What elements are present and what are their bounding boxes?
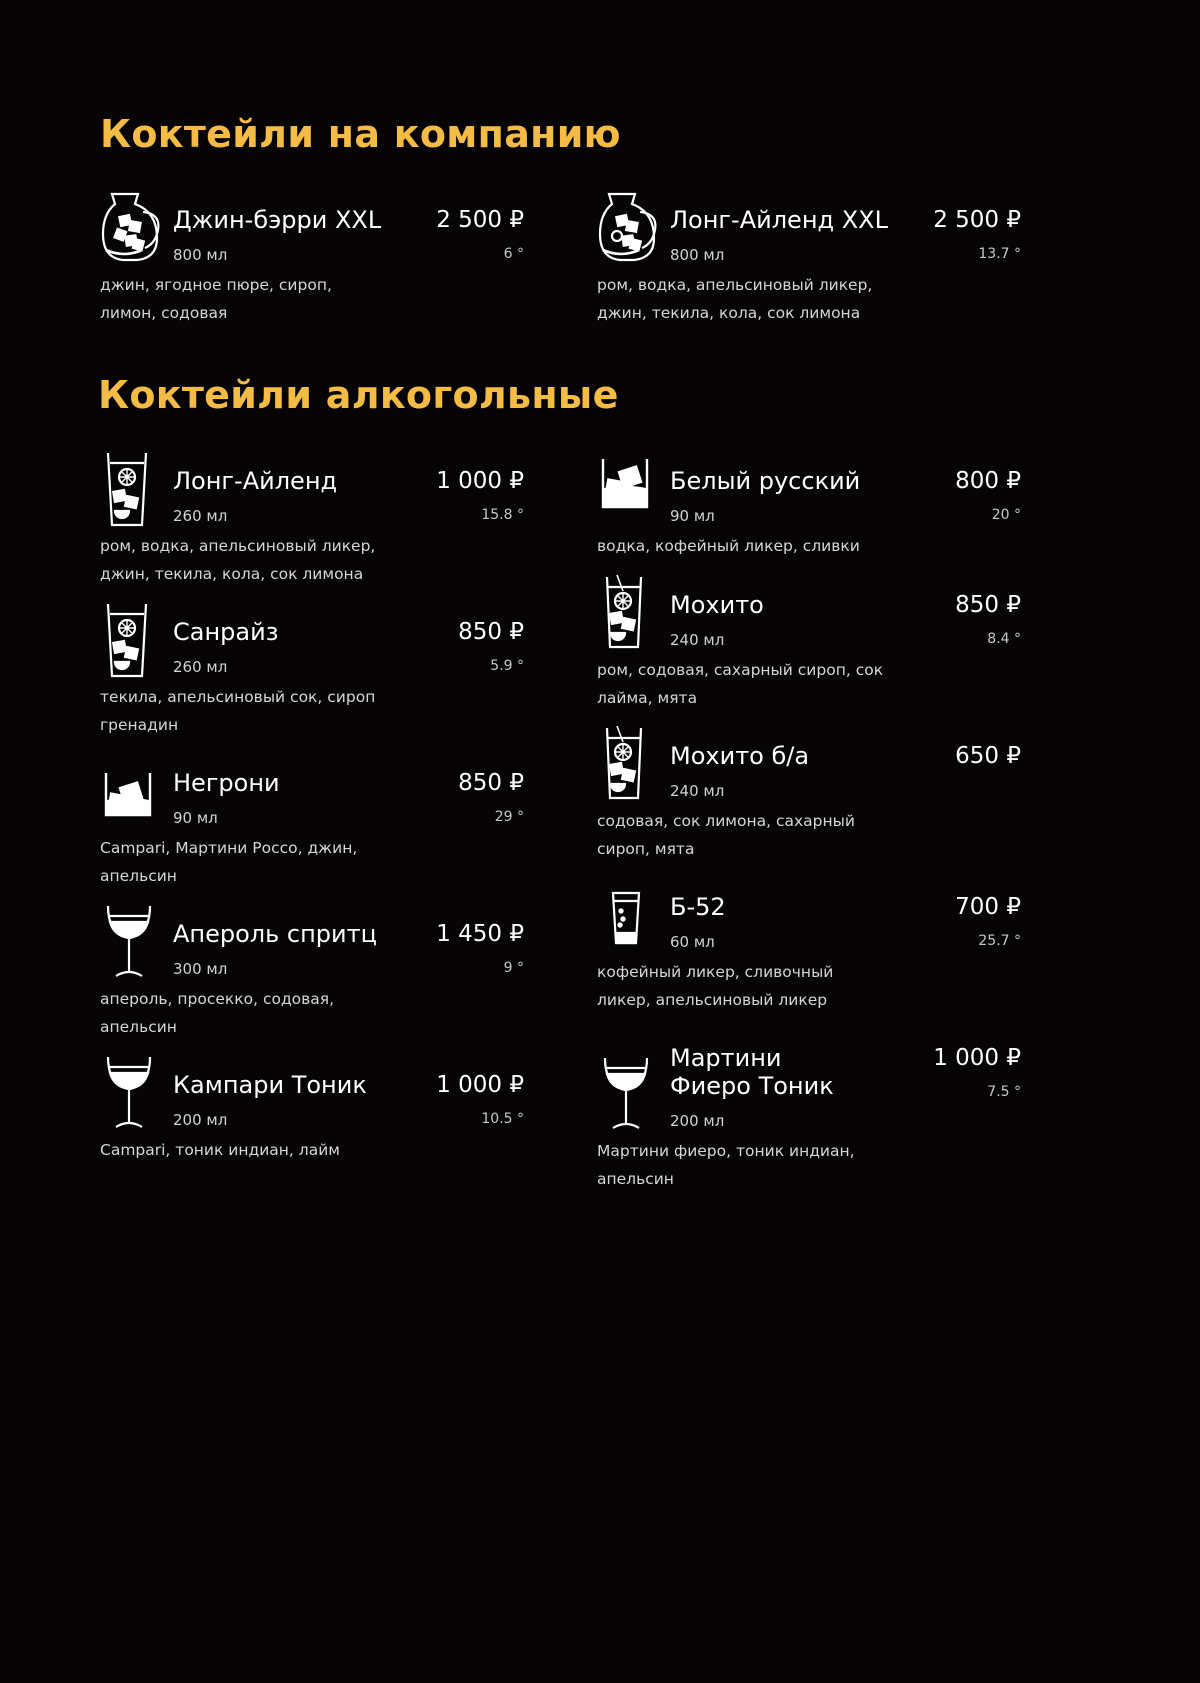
menu-item-martini-fiero-tonic (597, 1028, 1021, 1188)
item-abv: 5.9 ° (490, 658, 524, 674)
menu-item-white-russian (597, 451, 1021, 591)
item-abv: 8.4 ° (987, 631, 1021, 647)
section-title-group: Коктейли на компанию (100, 112, 621, 156)
item-name: Лонг-Айленд XXL (670, 206, 888, 234)
item-abv: 15.8 ° (481, 507, 524, 523)
item-volume: 90 мл (670, 507, 715, 525)
section-title-alcoholic: Коктейли алкогольные (98, 373, 619, 417)
item-name: Кампари Тоник (173, 1071, 367, 1099)
menu-item-gin-berry-xxl (100, 190, 524, 330)
item-description: Campari, Мартини Россо, джин, апельсин (100, 839, 358, 885)
menu-item-long-island-xxl (597, 190, 1021, 330)
item-price: 1 000 ₽ (436, 1072, 524, 1098)
item-volume: 240 мл (670, 782, 725, 800)
pitcher-icon (100, 190, 168, 266)
item-description: ром, водка, апельсиновый ликер, джин, текила, кола, сок лимона (597, 276, 873, 322)
item-price: 850 ₽ (458, 770, 524, 796)
item-abv: 20 ° (991, 507, 1021, 523)
item-price: 800 ₽ (955, 468, 1021, 494)
item-price: 850 ₽ (458, 619, 524, 645)
item-description: Мартини фиеро, тоник индиан, апельсин (597, 1142, 855, 1188)
item-name: Негрони (173, 769, 280, 797)
item-price: 850 ₽ (955, 592, 1021, 618)
coupe-glass-icon (100, 1055, 168, 1131)
item-volume: 90 мл (173, 809, 218, 827)
item-description: текила, апельсиновый сок, сироп гренадин (100, 688, 376, 734)
item-abv: 9 ° (503, 960, 524, 976)
item-abv: 6 ° (503, 246, 524, 262)
item-price: 1 000 ₽ (436, 468, 524, 494)
item-description: содовая, сок лимона, сахарный сироп, мята (597, 812, 855, 858)
item-volume: 200 мл (173, 1111, 228, 1129)
highball-glass-icon (597, 575, 665, 651)
item-volume: 260 мл (173, 507, 228, 525)
highball-glass-icon (597, 726, 665, 802)
menu-item-negroni (100, 753, 524, 893)
item-price: 1 450 ₽ (436, 921, 524, 947)
item-price: 2 500 ₽ (436, 207, 524, 233)
menu-item-b52 (597, 877, 1021, 1017)
item-abv: 25.7 ° (978, 933, 1021, 949)
item-name: Джин-бэрри XXL (173, 206, 382, 234)
item-name: Лонг-Айленд (173, 467, 338, 495)
item-abv: 13.7 ° (978, 246, 1021, 262)
item-description: джин, ягодное пюре, сироп, лимон, содовая (100, 276, 332, 322)
item-name: Б-52 (670, 893, 726, 921)
item-name: Мартини Фиеро Тоник (670, 1044, 834, 1100)
item-description: ром, содовая, сахарный сироп, сок лайма, мята (597, 661, 884, 707)
item-abv: 10.5 ° (481, 1111, 524, 1127)
item-description: ром, водка, апельсиновый ликер, джин, текила, кола, сок лимона (100, 537, 376, 583)
item-volume: 200 мл (670, 1112, 725, 1130)
item-name: Санрайз (173, 618, 279, 646)
rocks-glass-icon (597, 451, 665, 527)
highball-glass-icon (100, 451, 168, 527)
menu-item-aperol-spritz (100, 904, 524, 1044)
item-volume: 800 мл (670, 246, 725, 264)
item-name: Белый русский (670, 467, 861, 495)
rocks-glass-icon (100, 753, 168, 829)
coupe-glass-icon (100, 904, 168, 980)
item-volume: 800 мл (173, 246, 228, 264)
item-price: 700 ₽ (955, 894, 1021, 920)
item-volume: 240 мл (670, 631, 725, 649)
item-volume: 60 мл (670, 933, 715, 951)
menu-item-long-island (100, 451, 524, 591)
item-volume: 300 мл (173, 960, 228, 978)
item-price: 2 500 ₽ (933, 207, 1021, 233)
menu-item-sunrise (100, 602, 524, 742)
item-description: апероль, просекко, содовая, апельсин (100, 990, 335, 1036)
pitcher-icon (597, 190, 665, 266)
item-volume: 260 мл (173, 658, 228, 676)
item-abv: 7.5 ° (987, 1084, 1021, 1100)
item-name: Мохито (670, 591, 764, 619)
menu-item-mojito-non-alcoholic (597, 726, 1021, 866)
coupe-glass-icon (597, 1056, 665, 1132)
menu-item-campari-tonic (100, 1055, 524, 1195)
item-price: 650 ₽ (955, 743, 1021, 769)
item-abv: 29 ° (494, 809, 524, 825)
item-description: Campari, тоник индиан, лайм (100, 1141, 340, 1159)
item-description: водка, кофейный ликер, сливки (597, 537, 860, 555)
shot-glass-icon (597, 877, 665, 953)
item-name: Апероль спритц (173, 920, 377, 948)
highball-glass-icon (100, 602, 168, 678)
menu-item-mojito (597, 575, 1021, 715)
item-price: 1 000 ₽ (933, 1045, 1021, 1071)
item-description: кофейный ликер, сливочный ликер, апельсиновый ликер (597, 963, 834, 1009)
item-name: Мохито б/а (670, 742, 810, 770)
